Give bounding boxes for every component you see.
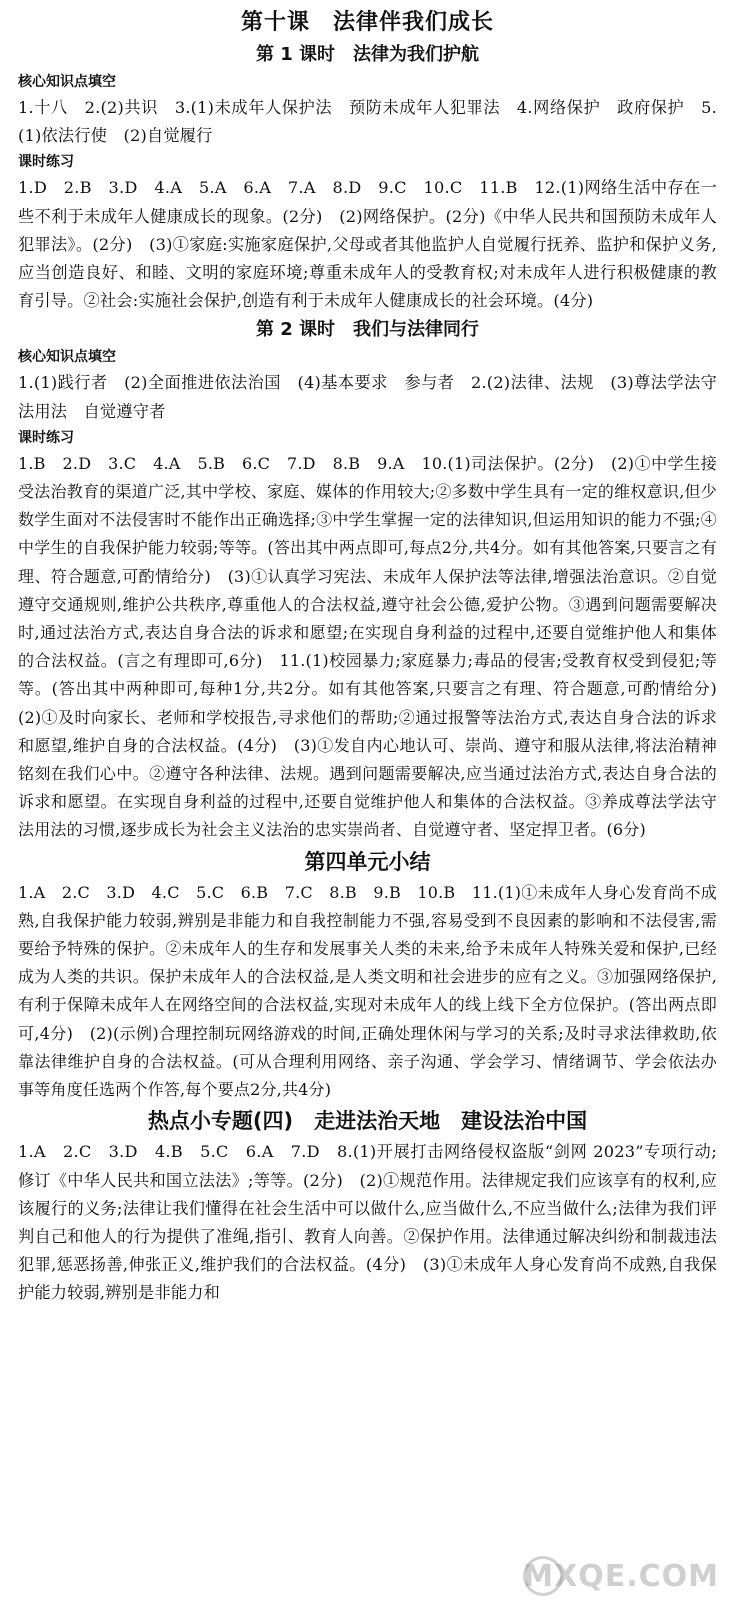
period-1-core-heading: 核心知识点填空 (18, 74, 116, 90)
period-2-core-text: 1.(1)践行者 (2)全面推进依法治国 (4)基本要求 参与者 2.(2)法律、法规 (3)尊法学法守法用法 自觉遵守者 (18, 373, 717, 421)
period-2-practice-heading: 课时练习 (18, 429, 74, 446)
period-2-title: 第 2 课时 我们与法律同行 (255, 319, 480, 341)
lesson-title: 第十课 法律伴我们成长 (240, 10, 494, 35)
hot-topic-title: 热点小专题(四) 走进法治天地 建设法治中国 (147, 1109, 588, 1134)
hot-topic-text: 1.A 2.C 3.D 4.B 5.C 6.A 7.D 8.(1)开展打击网络侵权盗版“剑网 2023”专项行动;修订《中华人民共和国立法法》;等等。(2分) (2)①规范作用。法律规定我们应该享有的权利,应该履行的义务;法律让我们懂得在社会生活中可以做什么,应当做什么,不应当做什么;法律为我们评判自己和他人的行为提供了准绳,指引、教育人向善。②保护作用。法律通过解决纠纷和制裁违法犯罪,惩恶扬善,伸张正义,维护我们的合法权益。(4分) (3)①未成年人身心发育尚不成熟,自我保护能力较弱,辨别是非能力和 (18, 1142, 717, 1303)
period-2-core-heading: 核心知识点填空 (18, 349, 116, 366)
period-2-practice-text: 1.B 2.D 3.C 4.A 5.B 6.C 7.D 8.B 9.A 10.(1)司法保护。(2分) (2)①中学生接受法治教育的渠道广泛,其中学校、家庭、媒体的作用较大;②多数中学生具有一定的维权意识,但少数学生面对不法侵害时不能作出正确选择;③中学生掌握一定的法律知识,但运用知识的能力不强;④中学生的自我保护能力较弱;等等。(答出其中两点即可,每点2分,共4分。如有其他答案,只要言之有理、符合题意,可酌情给分) (3)①认真学习宪法、未成年人保护法等法律,增强法治意识。②自觉遵守交通规则,维护公共秩序,尊重他人的合法权益,遵守社会公德,爱护公物。③遇到问题需要解决时,通过法治方式,表达自身合法的诉求和愿望;在实现自身利益的过程中,还要自觉维护他人和集体的合法权益。(言之有理即可,6分) 11.(1)校园暴力;家庭暴力;毒品的侵害;受教育权受到侵犯;等等。(答出其中两种即可,每种1分,共2分。如有其他答案,只要言之有理、符合题意,可酌情给分) (2)①及时向家长、老师和学校报告,寻求他们的帮助;②通过报警等法治方式,表达自身合法的诉求和愿望,维护自身的合法权益。(4分) (3)①发自内心地认可、崇尚、遵守和服从法律,将法治精神铭刻在我们心中。②遵守各种法律、法规。遇到问题需要解决,应当通过法治方式,表达自身合法的诉求和愿望。在实现自身利益的过程中,还要自觉维护他人和集体的合法权益。③养成尊法学法守法用法的习惯,逐步成长为社会主义法治的忠实崇尚者、自觉遵守者、坚定捍卫者。(6分) (18, 453, 733, 840)
period-1-practice-text: 1.D 2.B 3.D 4.A 5.A 6.A 7.A 8.D 9.C 10.C 11.B 12.(1)网络生活中存在一些不利于未成年人健康成长的现象。(2分) (2)网络保护。(2分)《中华人民共和国预防未成年人犯罪法》。(2分) (3)①家庭:实施家庭保护,父母或者其他监护人自觉履行抚养、监护和保护义务,应当创造良好、和睦、文明的家庭环境;尊重未成年人的受教育权;对未成年人进行积极健康的教育引导。②社会:实施社会保护,创造有利于未成年人健康成长的社会环境。(4分) (18, 178, 717, 311)
watermark: MXQE.COM (523, 1559, 719, 1594)
period-1-title: 第 1 课时 法律为我们护航 (255, 44, 480, 65)
period-1-core-text: 1.十八 2.(2)共识 3.(1)未成年人保护法 预防未成年人犯罪法 4.网络保护 政府保护 5.(1)依法行使 (2)自觉履行 (18, 98, 717, 146)
unit-summary-text: 1.A 2.C 3.D 4.C 5.C 6.B 7.C 8.B 9.B 10.B 11.(1)①未成年人身心发育尚不成熟,自我保护能力较弱,辨别是非能力和自我控制能力不强,容易受到不良因素的影响和不法侵害,需要给予特殊的保护。②未成年人的生存和发展事关人类的未来,给予未成年人特殊关爱和保护,已经成为人类的共识。保护未成年人的合法权益,是人类文明和社会进步的应有之义。③加强网络保护,有利于保障未成年人在网络空间的合法权益,实现对未成年人的线上线下全方位保护。(答出两点即可,4分) (2)(示例)合理控制玩网络游戏的时间,正确处理休闲与学习的关系;及时寻求法律救助,依靠法律维护自身的合法权益。(可从合理利用网络、亲子沟通、学会学习、情绪调节、学会依法办事等角度任选两个作答,每个要点2分,共4分) (18, 882, 717, 1100)
period-1-practice-heading: 课时练习 (18, 154, 74, 171)
unit-summary-title: 第四单元小结 (304, 849, 431, 874)
